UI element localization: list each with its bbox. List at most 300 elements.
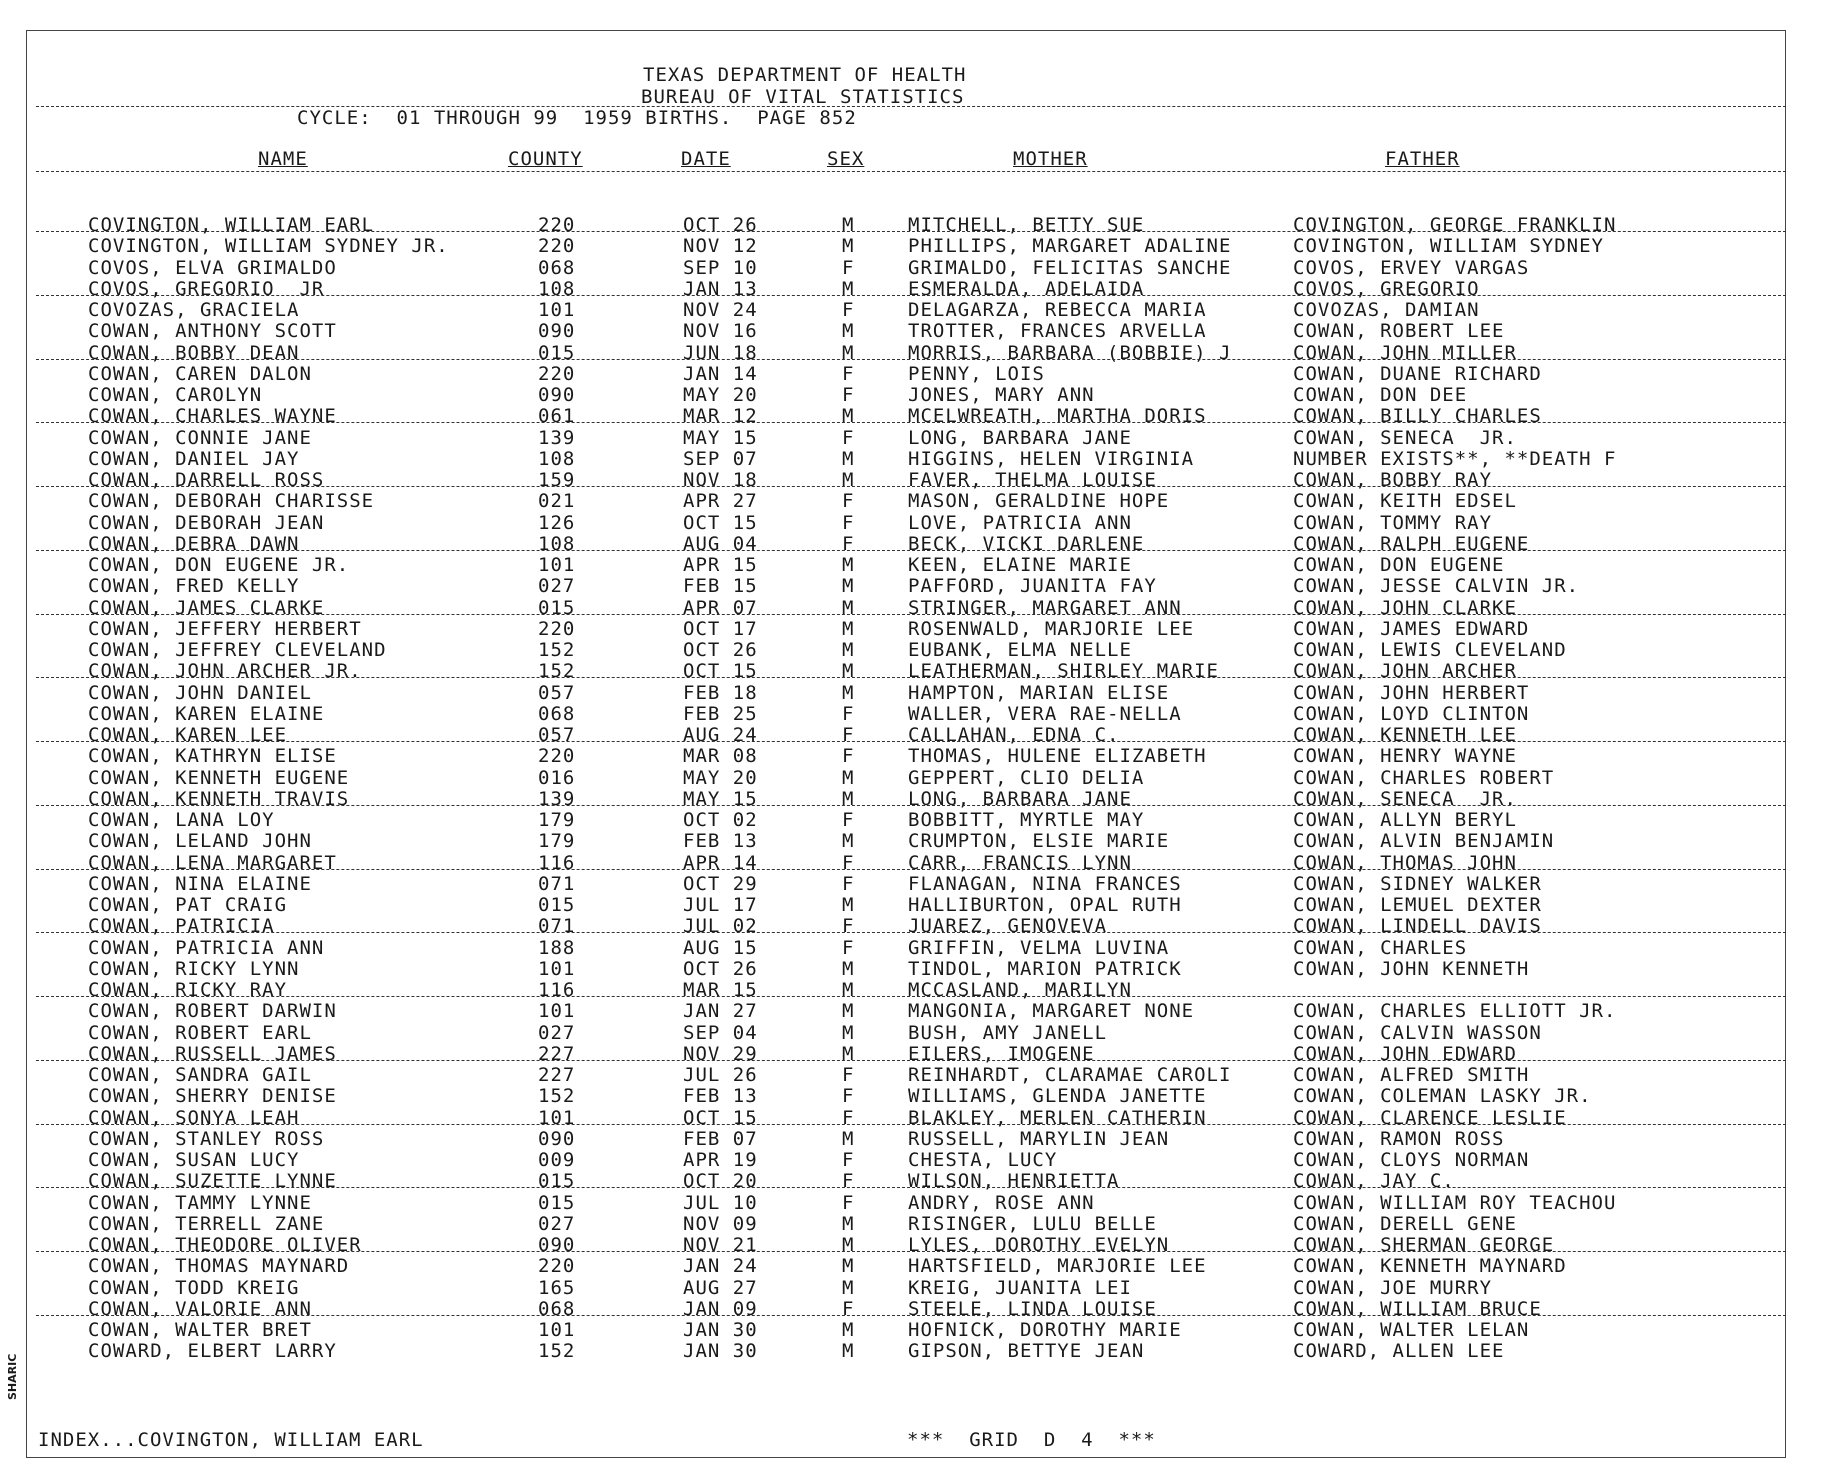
record-county: 220 xyxy=(538,1255,576,1278)
record-name: COWAN, TODD KREIG xyxy=(88,1276,300,1299)
table-row xyxy=(0,809,1828,830)
table-row xyxy=(0,830,1828,851)
record-sex: F xyxy=(842,1085,855,1108)
record-county: 220 xyxy=(538,235,576,258)
record-date: FEB 13 xyxy=(683,830,758,853)
record-county: 152 xyxy=(538,660,576,683)
record-father: COWAN, LINDELL DAVIS xyxy=(1293,915,1542,938)
table-row xyxy=(0,320,1828,341)
record-name: COWAN, BOBBY DEAN xyxy=(88,341,300,364)
record-date: MAY 20 xyxy=(683,384,758,406)
record-sex: M xyxy=(842,830,855,853)
record-father: COWAN, CHARLES ROBERT xyxy=(1293,766,1555,789)
record-mother: GEPPERT, CLIO DELIA xyxy=(908,766,1145,789)
record-date: OCT 17 xyxy=(683,617,758,640)
record-mother: THOMAS, HULENE ELIZABETH xyxy=(908,745,1207,768)
table-row xyxy=(0,937,1828,958)
table-row xyxy=(0,1043,1828,1064)
record-father: COWAN, KENNETH MAYNARD xyxy=(1293,1255,1567,1278)
record-date: JAN 13 xyxy=(683,277,758,300)
record-father: COVINGTON, WILLIAM SYDNEY xyxy=(1293,235,1604,258)
table-row xyxy=(0,724,1828,745)
record-name: COWAN, JAMES CLARKE xyxy=(88,596,325,619)
record-name: COWAN, KENNETH TRAVIS xyxy=(88,787,350,810)
record-date: APR 19 xyxy=(683,1149,758,1171)
record-date: SEP 10 xyxy=(683,256,758,279)
record-name: COWAN, SONYA LEAH xyxy=(88,1106,300,1129)
record-mother: HIGGINS, HELEN VIRGINIA xyxy=(908,447,1195,470)
record-mother: LOVE, PATRICIA ANN xyxy=(908,511,1132,534)
record-date: AUG 15 xyxy=(683,936,758,959)
record-county: 165 xyxy=(538,1276,576,1299)
record-date: FEB 15 xyxy=(683,575,758,598)
record-father: COWAN, DERELL GENE xyxy=(1293,1212,1517,1235)
record-name: COVOS, ELVA GRIMALDO xyxy=(88,256,337,279)
table-row xyxy=(0,745,1828,766)
record-father: COWAN, CLOYS NORMAN xyxy=(1293,1149,1530,1171)
record-mother: GRIFFIN, VELMA LUVINA xyxy=(908,936,1170,959)
record-sex: M xyxy=(842,681,855,704)
record-mother: JUAREZ, GENOVEVA xyxy=(908,915,1108,938)
record-mother: CARR, FRANCIS LYNN xyxy=(908,851,1132,874)
record-date: AUG 04 xyxy=(683,532,758,555)
record-name: COWAN, STANLEY ROSS xyxy=(88,1127,325,1150)
record-date: OCT 15 xyxy=(683,660,758,683)
table-row xyxy=(0,214,1828,235)
column-header-mother: MOTHER xyxy=(1013,148,1088,170)
record-sex: M xyxy=(842,554,855,576)
record-father: COWAN, DON EUGENE xyxy=(1293,554,1505,576)
record-county: 015 xyxy=(538,341,576,364)
record-sex: M xyxy=(842,957,855,980)
record-sex: M xyxy=(842,320,855,343)
record-mother: GRIMALDO, FELICITAS SANCHE xyxy=(908,256,1232,279)
record-name: COWAN, RICKY RAY xyxy=(88,979,288,1001)
record-date: APR 27 xyxy=(683,490,758,513)
record-county: 179 xyxy=(538,809,576,831)
column-header-date: DATE xyxy=(681,148,731,170)
record-name: COWAN, RICKY LYNN xyxy=(88,957,300,980)
record-county: 101 xyxy=(538,1106,576,1129)
grid-footer: *** GRID D 4 *** xyxy=(907,1429,1156,1451)
record-sex: M xyxy=(842,1021,855,1044)
record-name: COWAN, KAREN ELAINE xyxy=(88,702,325,725)
record-date: FEB 07 xyxy=(683,1127,758,1150)
record-mother: EILERS, IMOGENE xyxy=(908,1042,1095,1065)
record-name: COWAN, PATRICIA ANN xyxy=(88,936,325,959)
record-mother: REINHARDT, CLARAMAE CAROLI xyxy=(908,1064,1232,1086)
record-father: COWAN, LEWIS CLEVELAND xyxy=(1293,639,1567,661)
record-county: 116 xyxy=(538,979,576,1001)
record-sex: M xyxy=(842,596,855,619)
record-county: 027 xyxy=(538,1021,576,1044)
record-father: COWAN, JOE MURRY xyxy=(1293,1276,1493,1299)
table-row xyxy=(0,1107,1828,1128)
record-sex: F xyxy=(842,256,855,279)
record-name: COWAN, CHARLES WAYNE xyxy=(88,405,337,428)
table-row xyxy=(0,703,1828,724)
table-row xyxy=(0,979,1828,1000)
record-sex: F xyxy=(842,702,855,725)
record-mother: TROTTER, FRANCES ARVELLA xyxy=(908,320,1207,343)
record-mother: FLANAGAN, NINA FRANCES xyxy=(908,872,1182,895)
record-mother: WILLIAMS, GLENDA JANETTE xyxy=(908,1085,1207,1108)
table-row xyxy=(0,1340,1828,1361)
record-county: 101 xyxy=(538,957,576,980)
column-header-name: NAME xyxy=(258,148,308,170)
record-date: OCT 02 xyxy=(683,809,758,831)
table-row xyxy=(0,639,1828,660)
record-mother: MANGONIA, MARGARET NONE xyxy=(908,1000,1195,1023)
record-date: JAN 14 xyxy=(683,362,758,385)
record-county: 227 xyxy=(538,1042,576,1065)
record-county: 116 xyxy=(538,851,576,874)
record-name: COWAN, SUSAN LUCY xyxy=(88,1149,300,1171)
record-father: COVOZAS, DAMIAN xyxy=(1293,299,1480,321)
record-sex: F xyxy=(842,299,855,321)
record-date: FEB 13 xyxy=(683,1085,758,1108)
table-row xyxy=(0,533,1828,554)
record-sex: M xyxy=(842,1212,855,1235)
record-name: COWAN, DARRELL ROSS xyxy=(88,469,325,491)
record-date: MAR 08 xyxy=(683,745,758,768)
record-name: COWAN, SUZETTE LYNNE xyxy=(88,1170,337,1193)
record-date: OCT 15 xyxy=(683,1106,758,1129)
record-county: 015 xyxy=(538,894,576,916)
record-mother: BOBBITT, MYRTLE MAY xyxy=(908,809,1145,831)
record-sex: M xyxy=(842,617,855,640)
table-row xyxy=(0,958,1828,979)
record-mother: RISINGER, LULU BELLE xyxy=(908,1212,1157,1235)
record-county: 220 xyxy=(538,362,576,385)
record-county: 108 xyxy=(538,277,576,300)
record-father: COWAN, ALVIN BENJAMIN xyxy=(1293,830,1555,853)
record-mother: BUSH, AMY JANELL xyxy=(908,1021,1108,1044)
record-mother: WILSON, HENRIETTA xyxy=(908,1170,1120,1193)
record-mother: TINDOL, MARION PATRICK xyxy=(908,957,1182,980)
record-name: COWAN, JOHN DANIEL xyxy=(88,681,312,704)
record-name: COWAN, WALTER BRET xyxy=(88,1319,312,1341)
table-row xyxy=(0,235,1828,256)
table-row xyxy=(0,257,1828,278)
record-county: 220 xyxy=(538,214,576,236)
record-county: 027 xyxy=(538,1212,576,1235)
record-sex: M xyxy=(842,1042,855,1065)
record-father: COWAN, THOMAS JOHN xyxy=(1293,851,1517,874)
record-date: JUL 17 xyxy=(683,894,758,916)
record-father: COWAN, ROBERT LEE xyxy=(1293,320,1505,343)
table-row xyxy=(0,682,1828,703)
table-row xyxy=(0,894,1828,915)
record-county: 227 xyxy=(538,1064,576,1086)
record-sex: M xyxy=(842,1000,855,1023)
record-date: JUN 18 xyxy=(683,341,758,364)
record-mother: PHILLIPS, MARGARET ADALINE xyxy=(908,235,1232,258)
record-name: COWAN, DEBORAH JEAN xyxy=(88,511,325,534)
record-mother: HALLIBURTON, OPAL RUTH xyxy=(908,894,1182,916)
table-row xyxy=(0,788,1828,809)
record-sex: M xyxy=(842,575,855,598)
table-row xyxy=(0,618,1828,639)
record-county: 068 xyxy=(538,1297,576,1320)
record-mother: ANDRY, ROSE ANN xyxy=(908,1191,1095,1214)
record-father: COWAN, SIDNEY WALKER xyxy=(1293,872,1542,895)
record-county: 101 xyxy=(538,1319,576,1341)
record-mother: LONG, BARBARA JANE xyxy=(908,787,1132,810)
record-date: JAN 09 xyxy=(683,1297,758,1320)
record-sex: M xyxy=(842,277,855,300)
record-mother: LONG, BARBARA JANE xyxy=(908,426,1132,449)
record-father: COWAN, JOHN HERBERT xyxy=(1293,681,1530,704)
record-mother: KEEN, ELAINE MARIE xyxy=(908,554,1132,576)
department-title: TEXAS DEPARTMENT OF HEALTH xyxy=(643,64,967,86)
record-father: COWAN, KENNETH LEE xyxy=(1293,724,1517,746)
record-date: JUL 02 xyxy=(683,915,758,938)
record-date: MAY 20 xyxy=(683,766,758,789)
record-sex: F xyxy=(842,1191,855,1214)
record-county: 101 xyxy=(538,299,576,321)
record-name: COWAN, FRED KELLY xyxy=(88,575,300,598)
record-name: COWAN, ANTHONY SCOTT xyxy=(88,320,337,343)
record-name: COWAN, SHERRY DENISE xyxy=(88,1085,337,1108)
record-sex: M xyxy=(842,639,855,661)
record-county: 108 xyxy=(538,532,576,555)
record-county: 057 xyxy=(538,681,576,704)
record-name: COWAN, RUSSELL JAMES xyxy=(88,1042,337,1065)
record-father: COWAN, CHARLES xyxy=(1293,936,1468,959)
record-father: COWAN, JOHN EDWARD xyxy=(1293,1042,1517,1065)
record-county: 061 xyxy=(538,405,576,428)
record-sex: F xyxy=(842,426,855,449)
record-mother: GIPSON, BETTYE JEAN xyxy=(908,1340,1145,1363)
record-name: COWAN, PATRICIA xyxy=(88,915,275,938)
column-header-rule xyxy=(36,171,1786,172)
table-row xyxy=(0,1234,1828,1255)
table-row xyxy=(0,342,1828,363)
record-date: NOV 24 xyxy=(683,299,758,321)
record-date: OCT 26 xyxy=(683,957,758,980)
record-date: FEB 25 xyxy=(683,702,758,725)
cycle-line: CYCLE: 01 THROUGH 99 1959 BIRTHS. PAGE 852 xyxy=(297,107,857,129)
table-row xyxy=(0,405,1828,426)
record-sex: M xyxy=(842,447,855,470)
record-mother: JONES, MARY ANN xyxy=(908,384,1095,406)
record-sex: M xyxy=(842,214,855,236)
record-mother: MASON, GERALDINE HOPE xyxy=(908,490,1170,513)
record-sex: F xyxy=(842,511,855,534)
record-name: COVOS, GREGORIO JR xyxy=(88,277,325,300)
record-county: 057 xyxy=(538,724,576,746)
table-row xyxy=(0,575,1828,596)
record-sex: F xyxy=(842,1106,855,1129)
table-row xyxy=(0,1319,1828,1340)
record-name: COWARD, ELBERT LARRY xyxy=(88,1340,337,1363)
table-row xyxy=(0,554,1828,575)
record-father: COWAN, ALLYN BERYL xyxy=(1293,809,1517,831)
record-date: SEP 04 xyxy=(683,1021,758,1044)
record-mother: HARTSFIELD, MARJORIE LEE xyxy=(908,1255,1207,1278)
record-mother: MCELWREATH, MARTHA DORIS xyxy=(908,405,1207,428)
record-date: OCT 26 xyxy=(683,639,758,661)
table-row xyxy=(0,1255,1828,1276)
record-date: JAN 24 xyxy=(683,1255,758,1278)
table-row xyxy=(0,597,1828,618)
record-sex: M xyxy=(842,979,855,1001)
table-row xyxy=(0,873,1828,894)
record-date: OCT 15 xyxy=(683,511,758,534)
record-mother: KREIG, JUANITA LEI xyxy=(908,1276,1132,1299)
record-mother: STEELE, LINDA LOUISE xyxy=(908,1297,1157,1320)
record-name: COWAN, LANA LOY xyxy=(88,809,275,831)
record-father: COWAN, LEMUEL DEXTER xyxy=(1293,894,1542,916)
record-father: COWAN, JESSE CALVIN JR. xyxy=(1293,575,1580,598)
record-mother: HOFNICK, DOROTHY MARIE xyxy=(908,1319,1182,1341)
table-row xyxy=(0,490,1828,511)
record-mother: CALLAHAN, EDNA C. xyxy=(908,724,1120,746)
record-father: COWAN, CHARLES ELLIOTT JR. xyxy=(1293,1000,1617,1023)
record-father: COWAN, BILLY CHARLES xyxy=(1293,405,1542,428)
record-mother: HAMPTON, MARIAN ELISE xyxy=(908,681,1170,704)
record-father: COWAN, JOHN ARCHER xyxy=(1293,660,1517,683)
table-row xyxy=(0,1064,1828,1085)
record-name: COWAN, KATHRYN ELISE xyxy=(88,745,337,768)
column-header-father: FATHER xyxy=(1385,148,1460,170)
record-sex: M xyxy=(842,405,855,428)
record-sex: F xyxy=(842,809,855,831)
record-county: 152 xyxy=(538,1340,576,1363)
record-county: 015 xyxy=(538,1170,576,1193)
record-father: COWAN, CALVIN WASSON xyxy=(1293,1021,1542,1044)
record-mother: WALLER, VERA RAE-NELLA xyxy=(908,702,1182,725)
record-mother: CRUMPTON, ELSIE MARIE xyxy=(908,830,1170,853)
record-father: COWAN, DUANE RICHARD xyxy=(1293,362,1542,385)
record-mother: BECK, VICKI DARLENE xyxy=(908,532,1145,555)
record-date: JUL 26 xyxy=(683,1064,758,1086)
record-name: COWAN, KAREN LEE xyxy=(88,724,288,746)
record-sex: M xyxy=(842,766,855,789)
record-father: COWAN, JOHN KENNETH xyxy=(1293,957,1530,980)
record-county: 015 xyxy=(538,596,576,619)
record-date: JUL 10 xyxy=(683,1191,758,1214)
side-label: SHARIC xyxy=(6,1353,19,1400)
record-county: 101 xyxy=(538,1000,576,1023)
record-name: COWAN, KENNETH EUGENE xyxy=(88,766,350,789)
record-county: 220 xyxy=(538,745,576,768)
record-date: FEB 18 xyxy=(683,681,758,704)
table-row xyxy=(0,278,1828,299)
record-name: COWAN, CAROLYN xyxy=(88,384,263,406)
record-sex: F xyxy=(842,745,855,768)
record-date: JAN 30 xyxy=(683,1340,758,1363)
record-sex: F xyxy=(842,915,855,938)
table-row xyxy=(0,299,1828,320)
record-father: COVOS, GREGORIO xyxy=(1293,277,1480,300)
record-father: COWAN, SENECA JR. xyxy=(1293,787,1517,810)
record-sex: F xyxy=(842,1149,855,1171)
record-father: COWAN, JOHN MILLER xyxy=(1293,341,1517,364)
record-sex: M xyxy=(842,894,855,916)
record-county: 090 xyxy=(538,1234,576,1256)
record-name: COVOZAS, GRACIELA xyxy=(88,299,300,321)
record-county: 101 xyxy=(538,554,576,576)
record-sex: M xyxy=(842,1234,855,1256)
record-sex: M xyxy=(842,1276,855,1299)
record-date: SEP 07 xyxy=(683,447,758,470)
record-county: 021 xyxy=(538,490,576,513)
table-row xyxy=(0,915,1828,936)
record-name: COWAN, THOMAS MAYNARD xyxy=(88,1255,350,1278)
record-date: OCT 26 xyxy=(683,214,758,236)
record-name: COWAN, ROBERT EARL xyxy=(88,1021,312,1044)
record-name: COWAN, TERRELL ZANE xyxy=(88,1212,325,1235)
record-date: APR 15 xyxy=(683,554,758,576)
record-name: COWAN, THEODORE OLIVER xyxy=(88,1234,362,1256)
record-name: COWAN, LENA MARGARET xyxy=(88,851,337,874)
record-name: COWAN, CONNIE JANE xyxy=(88,426,312,449)
record-father: COWAN, RALPH EUGENE xyxy=(1293,532,1530,555)
record-date: NOV 21 xyxy=(683,1234,758,1256)
record-name: COVINGTON, WILLIAM EARL xyxy=(88,214,375,236)
record-sex: M xyxy=(842,341,855,364)
record-county: 009 xyxy=(538,1149,576,1171)
record-name: COVINGTON, WILLIAM SYDNEY JR. xyxy=(88,235,449,258)
record-county: 139 xyxy=(538,426,576,449)
record-name: COWAN, VALORIE ANN xyxy=(88,1297,312,1320)
record-father: COVOS, ERVEY VARGAS xyxy=(1293,256,1530,279)
record-father: COWAN, WILLIAM ROY TEACHOU xyxy=(1293,1191,1617,1214)
record-county: 090 xyxy=(538,1127,576,1150)
record-date: MAR 15 xyxy=(683,979,758,1001)
table-row xyxy=(0,1149,1828,1170)
record-county: 090 xyxy=(538,384,576,406)
record-sex: M xyxy=(842,235,855,258)
record-mother: MITCHELL, BETTY SUE xyxy=(908,214,1145,236)
record-father: COWAN, WALTER LELAN xyxy=(1293,1319,1530,1341)
record-mother: FAVER, THELMA LOUISE xyxy=(908,469,1157,491)
record-father: COWAN, LOYD CLINTON xyxy=(1293,702,1530,725)
table-row xyxy=(0,660,1828,681)
index-footer: INDEX...COVINGTON, WILLIAM EARL xyxy=(38,1429,424,1451)
record-date: MAR 12 xyxy=(683,405,758,428)
record-mother: PENNY, LOIS xyxy=(908,362,1045,385)
record-date: NOV 18 xyxy=(683,469,758,491)
record-date: AUG 27 xyxy=(683,1276,758,1299)
table-row xyxy=(0,1085,1828,1106)
record-name: COWAN, DEBRA DAWN xyxy=(88,532,300,555)
record-mother: BLAKLEY, MERLEN CATHERIN xyxy=(908,1106,1207,1129)
record-sex: F xyxy=(842,851,855,874)
table-row xyxy=(0,1022,1828,1043)
record-date: APR 07 xyxy=(683,596,758,619)
record-father: COWAN, JOHN CLARKE xyxy=(1293,596,1517,619)
record-date: NOV 29 xyxy=(683,1042,758,1065)
record-sex: F xyxy=(842,384,855,406)
record-county: 152 xyxy=(538,639,576,661)
record-name: COWAN, NINA ELAINE xyxy=(88,872,312,895)
record-sex: F xyxy=(842,936,855,959)
record-date: NOV 12 xyxy=(683,235,758,258)
record-date: MAY 15 xyxy=(683,787,758,810)
record-county: 159 xyxy=(538,469,576,491)
record-sex: F xyxy=(842,532,855,555)
record-name: COWAN, DEBORAH CHARISSE xyxy=(88,490,375,513)
record-county: 090 xyxy=(538,320,576,343)
record-county: 220 xyxy=(538,617,576,640)
record-name: COWAN, JOHN ARCHER JR. xyxy=(88,660,362,683)
record-sex: F xyxy=(842,872,855,895)
table-row xyxy=(0,448,1828,469)
record-mother: PAFFORD, JUANITA FAY xyxy=(908,575,1157,598)
